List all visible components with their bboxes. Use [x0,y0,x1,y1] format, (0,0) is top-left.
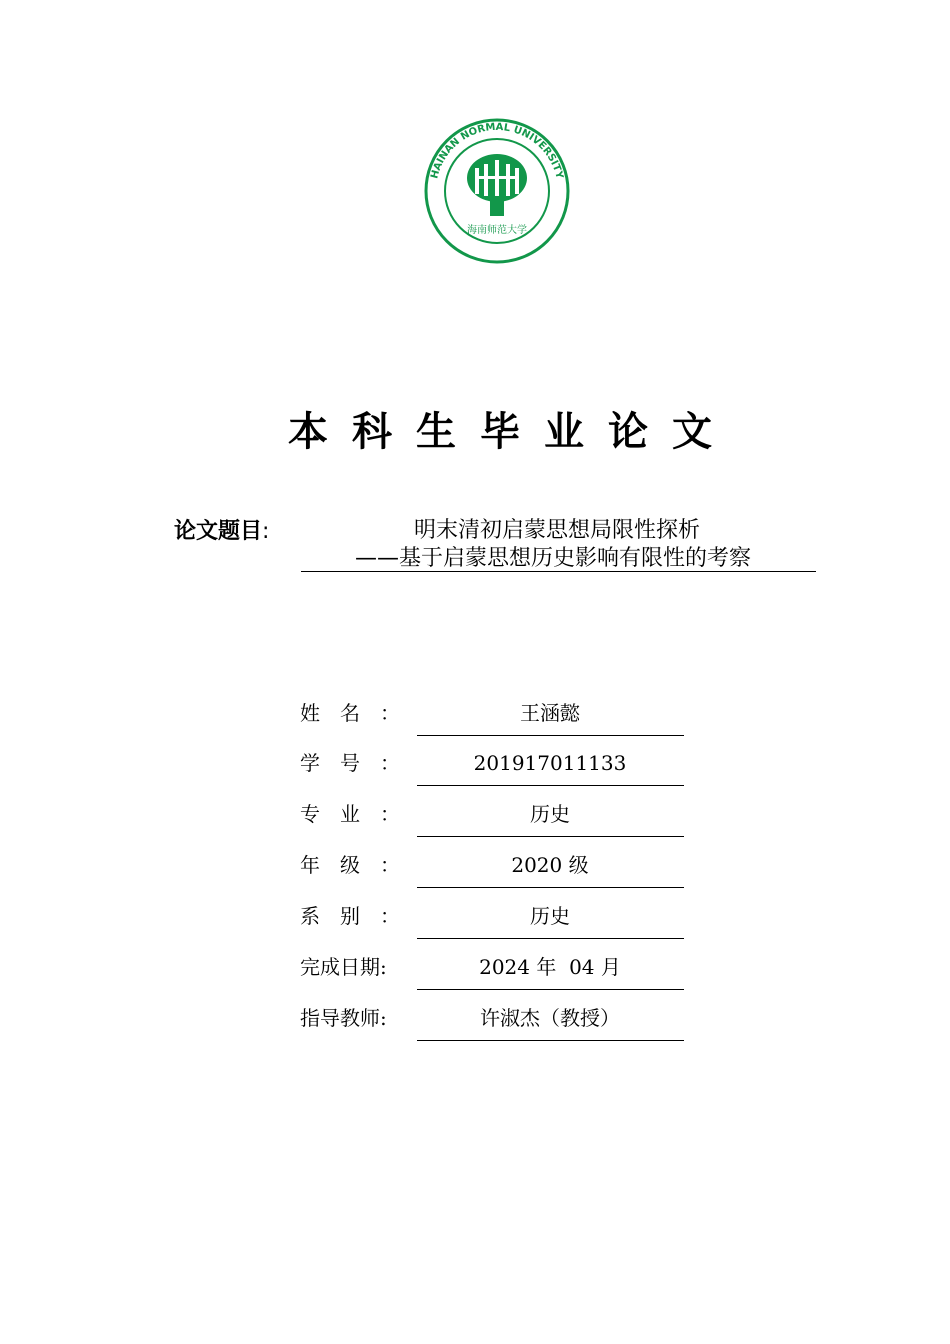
info-underline [417,836,684,837]
title-char: 科 [352,409,392,455]
seal-ring-text: HAINAN NORMAL UNIVERSITY [429,121,565,180]
info-underline [417,735,684,736]
thesis-title-label: 论文题目: [174,519,270,544]
info-label: 指导教师: [300,1006,387,1030]
page-title [0,400,950,457]
info-label: 年 级 ： [300,853,400,877]
info-value: 王涵懿 [520,701,580,725]
info-row-department [300,903,690,953]
info-label: 系 别 ： [300,904,400,928]
info-row-major [300,801,690,851]
info-underline [417,989,684,990]
title-char: 本 [288,409,328,455]
info-value: 2020 级 [511,853,589,877]
title-char: 论 [608,409,648,455]
title-char: 毕 [480,409,520,455]
title-char: 文 [672,409,712,455]
university-seal-logo [424,118,570,264]
info-row-grade [300,852,690,902]
title-char: 业 [544,409,584,455]
thesis-title-subtitle: ——基于启蒙思想历史影响有限性的考察 [355,546,752,571]
info-row-completion-date [300,954,690,1004]
thesis-title-main: 明末清初启蒙思想局限性探析 [414,518,701,543]
info-underline [417,785,684,786]
info-value: 历史 [530,904,570,928]
info-underline [417,938,684,939]
info-label: 学 号 ： [300,751,400,775]
info-row-name [300,700,690,750]
info-underline [417,1040,684,1041]
info-row-student-id [300,750,690,800]
seal-chinese-name: 海南师范大学 [467,225,527,236]
info-value: 2024 年 04 月 [479,955,621,979]
info-value: 许淑杰（教授） [480,1006,620,1030]
title-char: 生 [416,409,456,455]
info-label: 专 业 ： [300,802,400,826]
info-value: 历史 [530,802,570,826]
info-label: 姓 名 ： [300,701,400,725]
info-row-advisor [300,1005,690,1055]
info-label: 完成日期: [300,955,387,979]
thesis-title-underline [301,571,816,572]
info-value: 201917011133 [473,751,627,775]
info-underline [417,887,684,888]
